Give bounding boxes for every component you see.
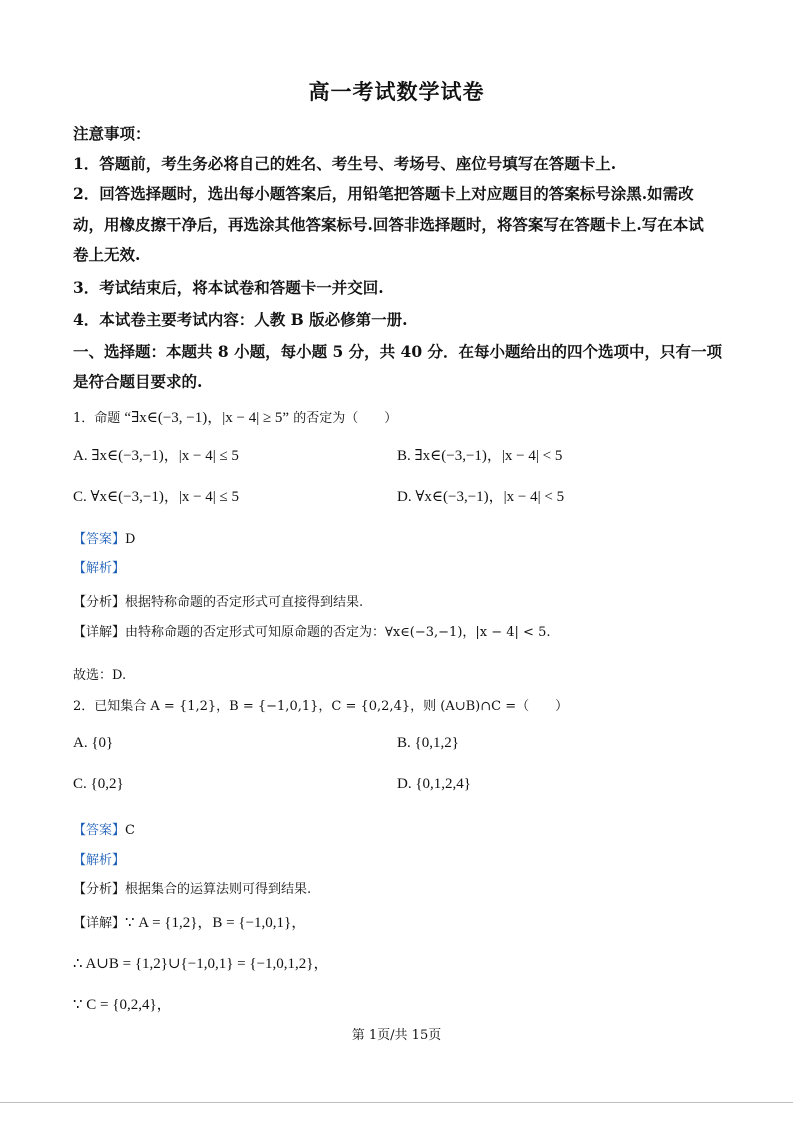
q1-fenxi: 【分析】根据特称命题的否定形式可直接得到结果.	[73, 595, 364, 610]
q1-conclusion: 故选：D.	[73, 668, 127, 683]
note-item-2-line-3: 卷上无效.	[73, 245, 141, 264]
q2-fenxi: 【分析】根据集合的运算法则可得到结果.	[73, 882, 312, 897]
page-title: 高一考试数学试卷	[308, 79, 485, 104]
section-heading-line-1: 一、选择题：本题共 8 小题，每小题 5 分，共 40 分．在每小题给出的四个选项中，只有一项	[73, 342, 723, 361]
q2-detail-line-2: ∴ A∪B = {1,2}∪{−1,0,1} = {−1,0,1,2}，	[73, 956, 329, 972]
q1-stem	[73, 406, 397, 427]
q1-suffix: 的否定为（ ）	[293, 411, 398, 426]
q1-answer-label: 【答案】	[73, 532, 126, 547]
q2-detail-line-3: ∵ C = {0,2,4}，	[73, 997, 172, 1013]
q2-detail-line-1	[73, 911, 306, 932]
section-heading-line-2: 是符合题目要求的.	[73, 372, 203, 391]
q1-option-b: B. ∃x∈(−3,−1)，|x − 4| < 5	[397, 448, 563, 464]
q1-analysis-label: 【解析】	[73, 561, 126, 576]
q2-analysis-label: 【解析】	[73, 853, 126, 868]
q1-prefix: 1．命题	[73, 411, 121, 426]
q2-answer-label: 【答案】	[73, 823, 126, 838]
q1-option-c: C. ∀x∈(−3,−1)，|x − 4| ≤ 5	[73, 489, 240, 505]
q2-stem: 2．已知集合 A = {1,2}，B = {−1,0,1}，C = {0,2,4}，则 (A∪B)∩C =（ ）	[73, 699, 569, 714]
q1-detail: 【详解】由特称命题的否定形式可知原命题的否定为：∀x∈(−3,−1)，|x − 4| < 5.	[73, 625, 551, 640]
q2-option-a: A. {0}	[73, 735, 114, 751]
page-footer: 第 1页/共 15页	[351, 1028, 442, 1043]
note-item-3: 3．考试结束后，将本试卷和答题卡一并交回.	[73, 278, 384, 297]
note-item-2-line-1: 2．回答选择题时，选出每小题答案后，用铅笔把答题卡上对应题目的答案标号涂黑.如需改	[73, 184, 694, 203]
note-item-4: 4．本试卷主要考试内容：人教 B 版必修第一册.	[73, 310, 408, 329]
q1-option-d: D. ∀x∈(−3,−1)，|x − 4| < 5	[397, 489, 565, 505]
note-item-2-line-2: 动，用橡皮擦干净后，再选涂其他答案标号.回答非选择题时，将答案写在答题卡上.写在本试	[73, 215, 704, 234]
q2-detail-math-1: ∵ A = {1,2}，B = {−1,0,1}，	[125, 915, 307, 931]
q2-option-d: D. {0,1,2,4}	[397, 776, 471, 792]
q1-option-a: A. ∃x∈(−3,−1)，|x − 4| ≤ 5	[73, 448, 239, 464]
q1-proposition: “∃x∈(−3, −1)，|x − 4| ≥ 5”	[124, 410, 290, 426]
q2-answer	[73, 819, 135, 838]
q1-answer-value: D	[125, 532, 136, 547]
q2-answer-value: C	[125, 823, 135, 838]
q1-answer	[73, 528, 135, 547]
q2-option-c: C. {0,2}	[73, 776, 124, 792]
q2-detail-label: 【详解】	[73, 916, 126, 931]
note-item-1: 1．答题前，考生务必将自己的姓名、考生号、考场号、座位号填写在答题卡上.	[73, 154, 617, 173]
bottom-divider	[0, 1102, 793, 1103]
notes-heading: 注意事项：	[73, 124, 151, 143]
q2-option-b: B. {0,1,2}	[397, 735, 459, 751]
